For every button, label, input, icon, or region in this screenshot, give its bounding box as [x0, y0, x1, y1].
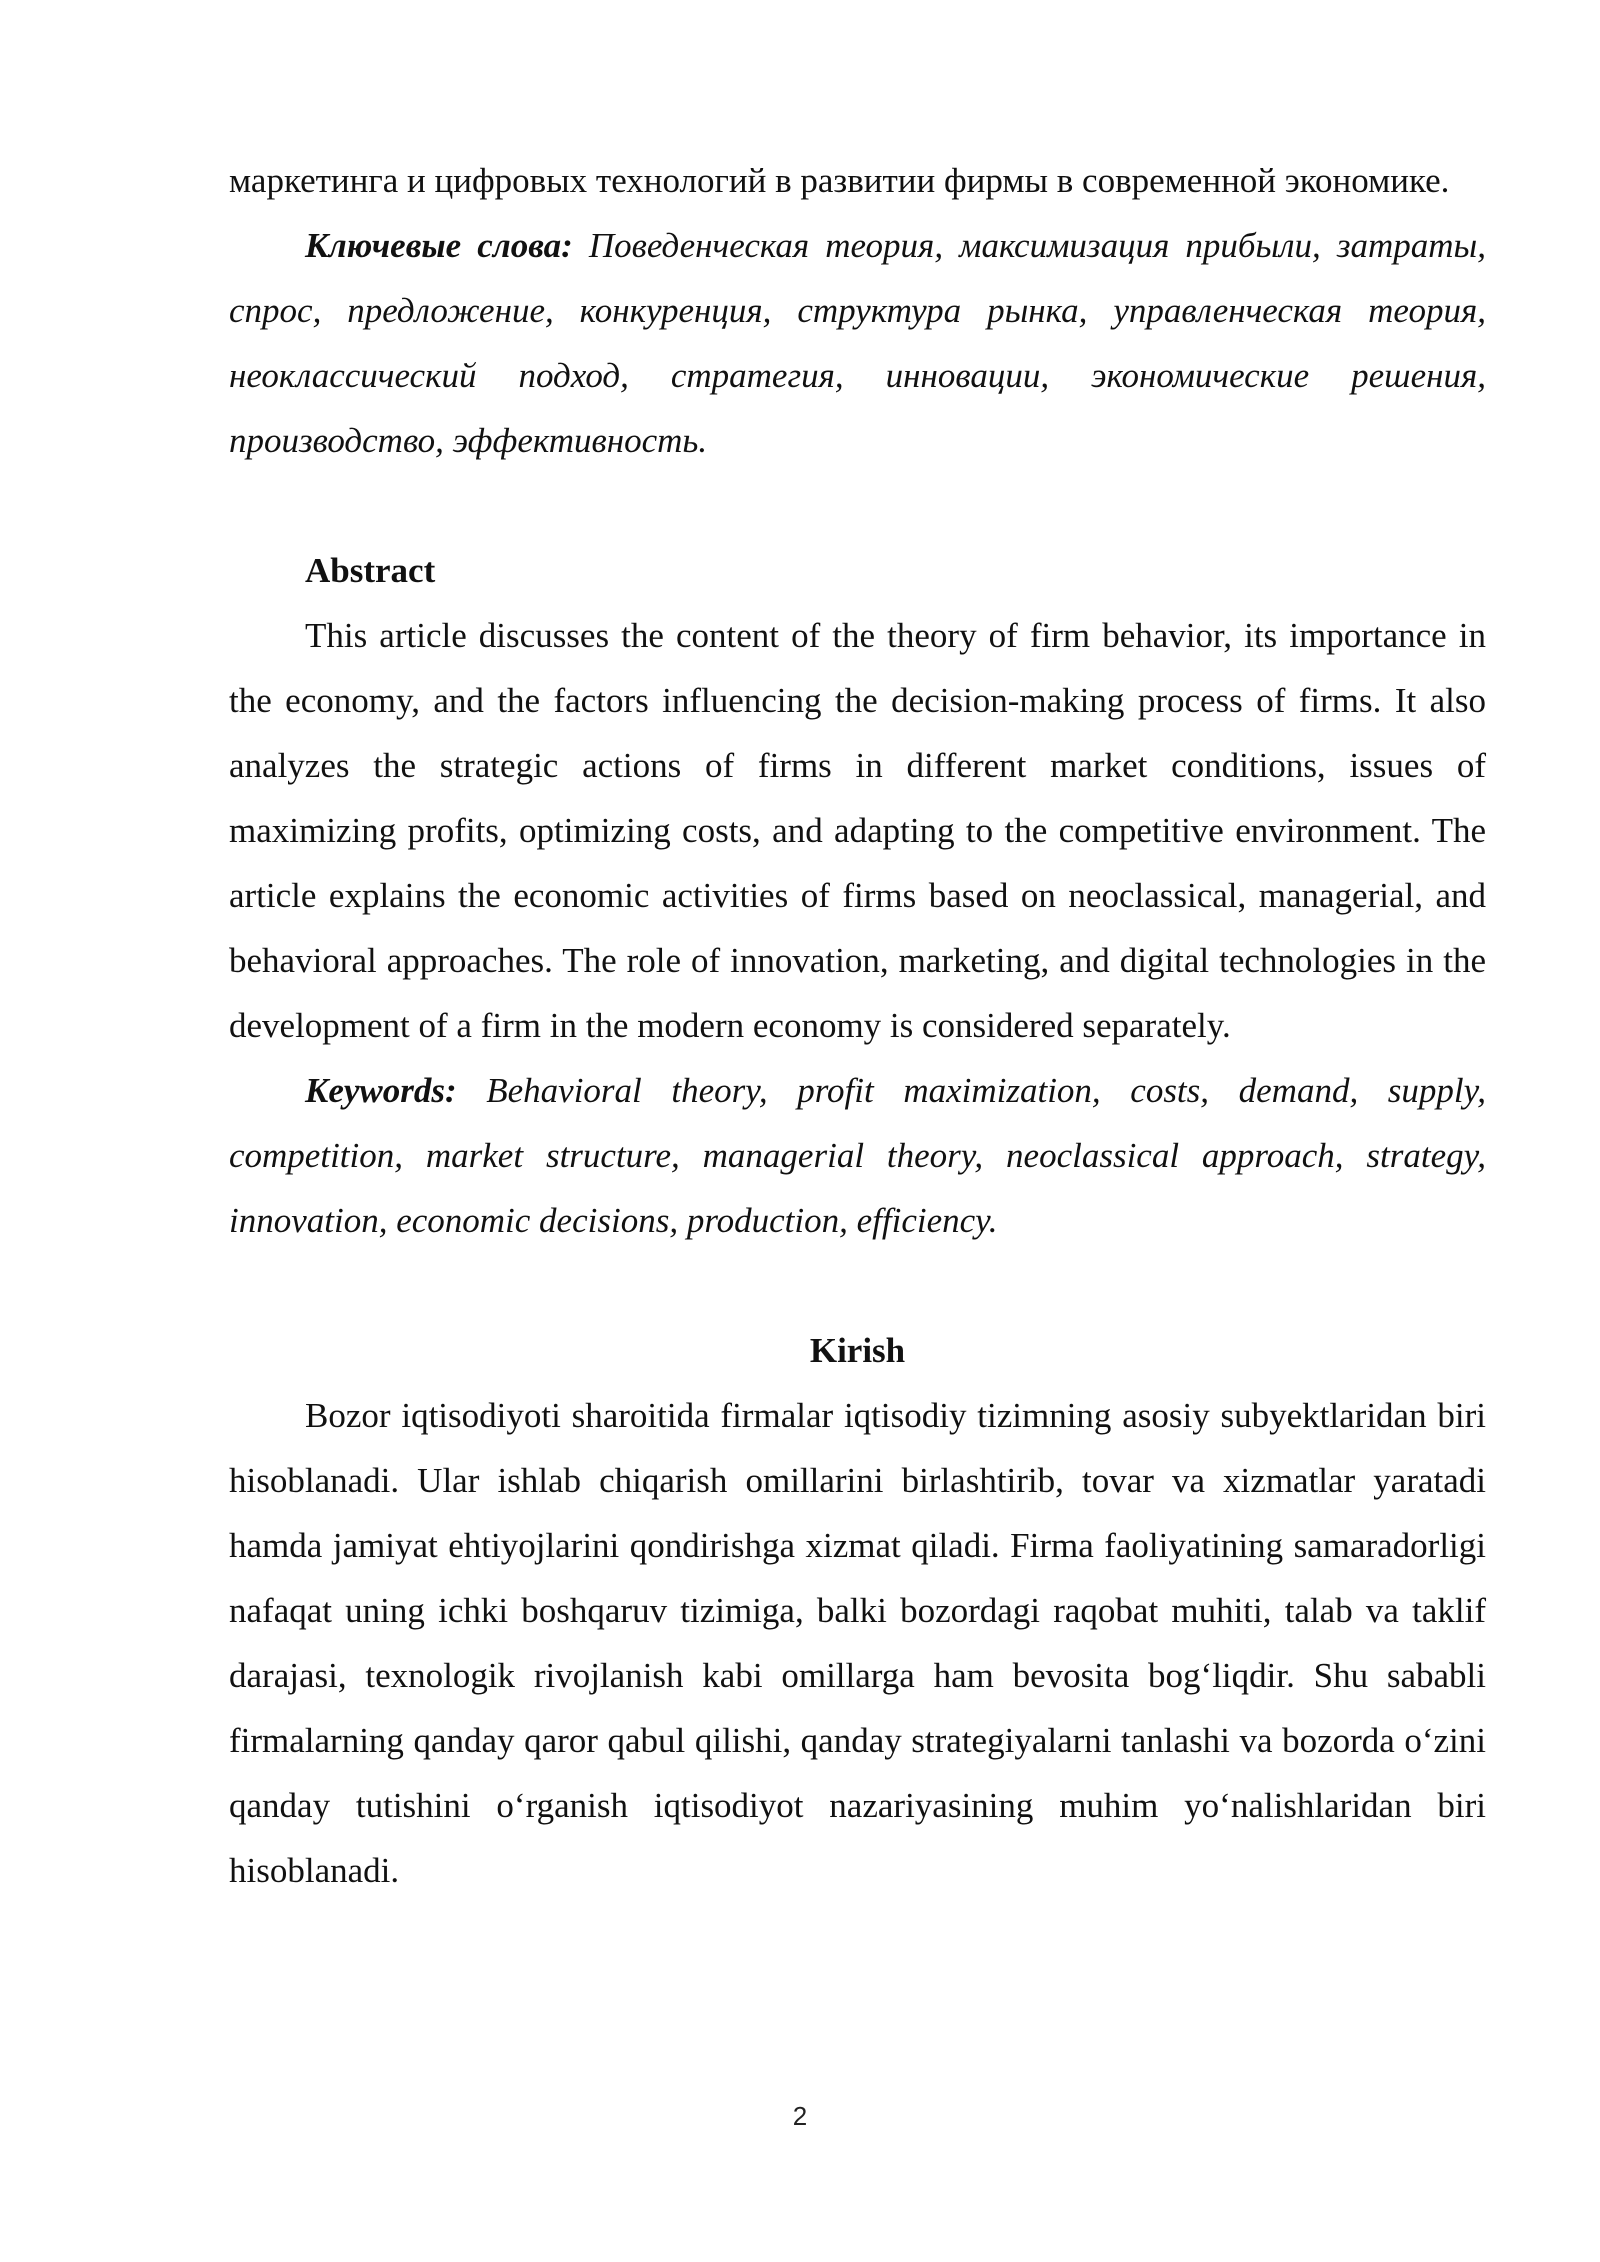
keywords-en-label: Keywords:	[305, 1071, 457, 1110]
keywords-ru-label: Ключевые слова:	[305, 226, 573, 265]
keywords-en	[229, 1058, 1486, 1253]
introduction-body: Bozor iqtisodiyoti sharoitida firmalar iqtisodiy tizimning asosiy subyektlaridan biri hisoblanadi. Ular ishlab chiqarish omillarini birlashtirib, tovar va xizmatlar yaratadi hamda jamiyat ehtiyojlarini qondirishga xizmat qiladi. Firma faoliyatining samaradorligi nafaqat uning ichki boshqaruv tizimiga, balki bozordagi raqobat muhiti, talab va taklif darajasi, texnologik rivojlanish kabi omillarga ham bevosita bog‘liqdir. Shu sababli firmalarning qanday qaror qabul qilishi, qanday strategiyalarni tanlashi va bozorda o‘zini qanday tutishini o‘rganish iqtisodiyot nazariyasining muhim yo‘nalishlaridan biri hisoblanadi.	[229, 1396, 1486, 1890]
introduction-heading: Kirish	[809, 1331, 906, 1370]
keywords-ru-text: Поведенческая теория, максимизация прибыли, затраты, спрос, предложение, конкуренция, структура рынка, управленческая теория, неоклассический подход, стратегия, инновации, экономические решения, производство, эффективность.	[229, 226, 1486, 460]
continued-paragraph: маркетинга и цифровых технологий в развитии фирмы в современной экономике.	[229, 161, 1450, 200]
keywords-en-text: Behavioral theory, profit maximization, costs, demand, supply, competition, market structure, managerial theory, neoclassical approach, strategy, innovation, economic decisions, production, efficiency.	[229, 1071, 1486, 1240]
keywords-ru	[229, 213, 1486, 473]
abstract-heading: Abstract	[305, 551, 436, 590]
abstract-body: This article discusses the content of the theory of firm behavior, its importance in the economy, and the factors influencing the decision-making process of firms. It also analyzes the strategic actions of firms in different market conditions, issues of maximizing profits, optimizing costs, and adapting to the competitive environment. The article explains the economic activities of firms based on neoclassical, managerial, and behavioral approaches. The role of innovation, marketing, and digital technologies in the development of a firm in the modern economy is considered separately.	[229, 616, 1486, 1045]
section-spacer	[229, 1253, 1486, 1318]
section-spacer	[229, 473, 1486, 538]
page-number: 2	[792, 2101, 808, 2131]
page-content	[229, 148, 1486, 1903]
